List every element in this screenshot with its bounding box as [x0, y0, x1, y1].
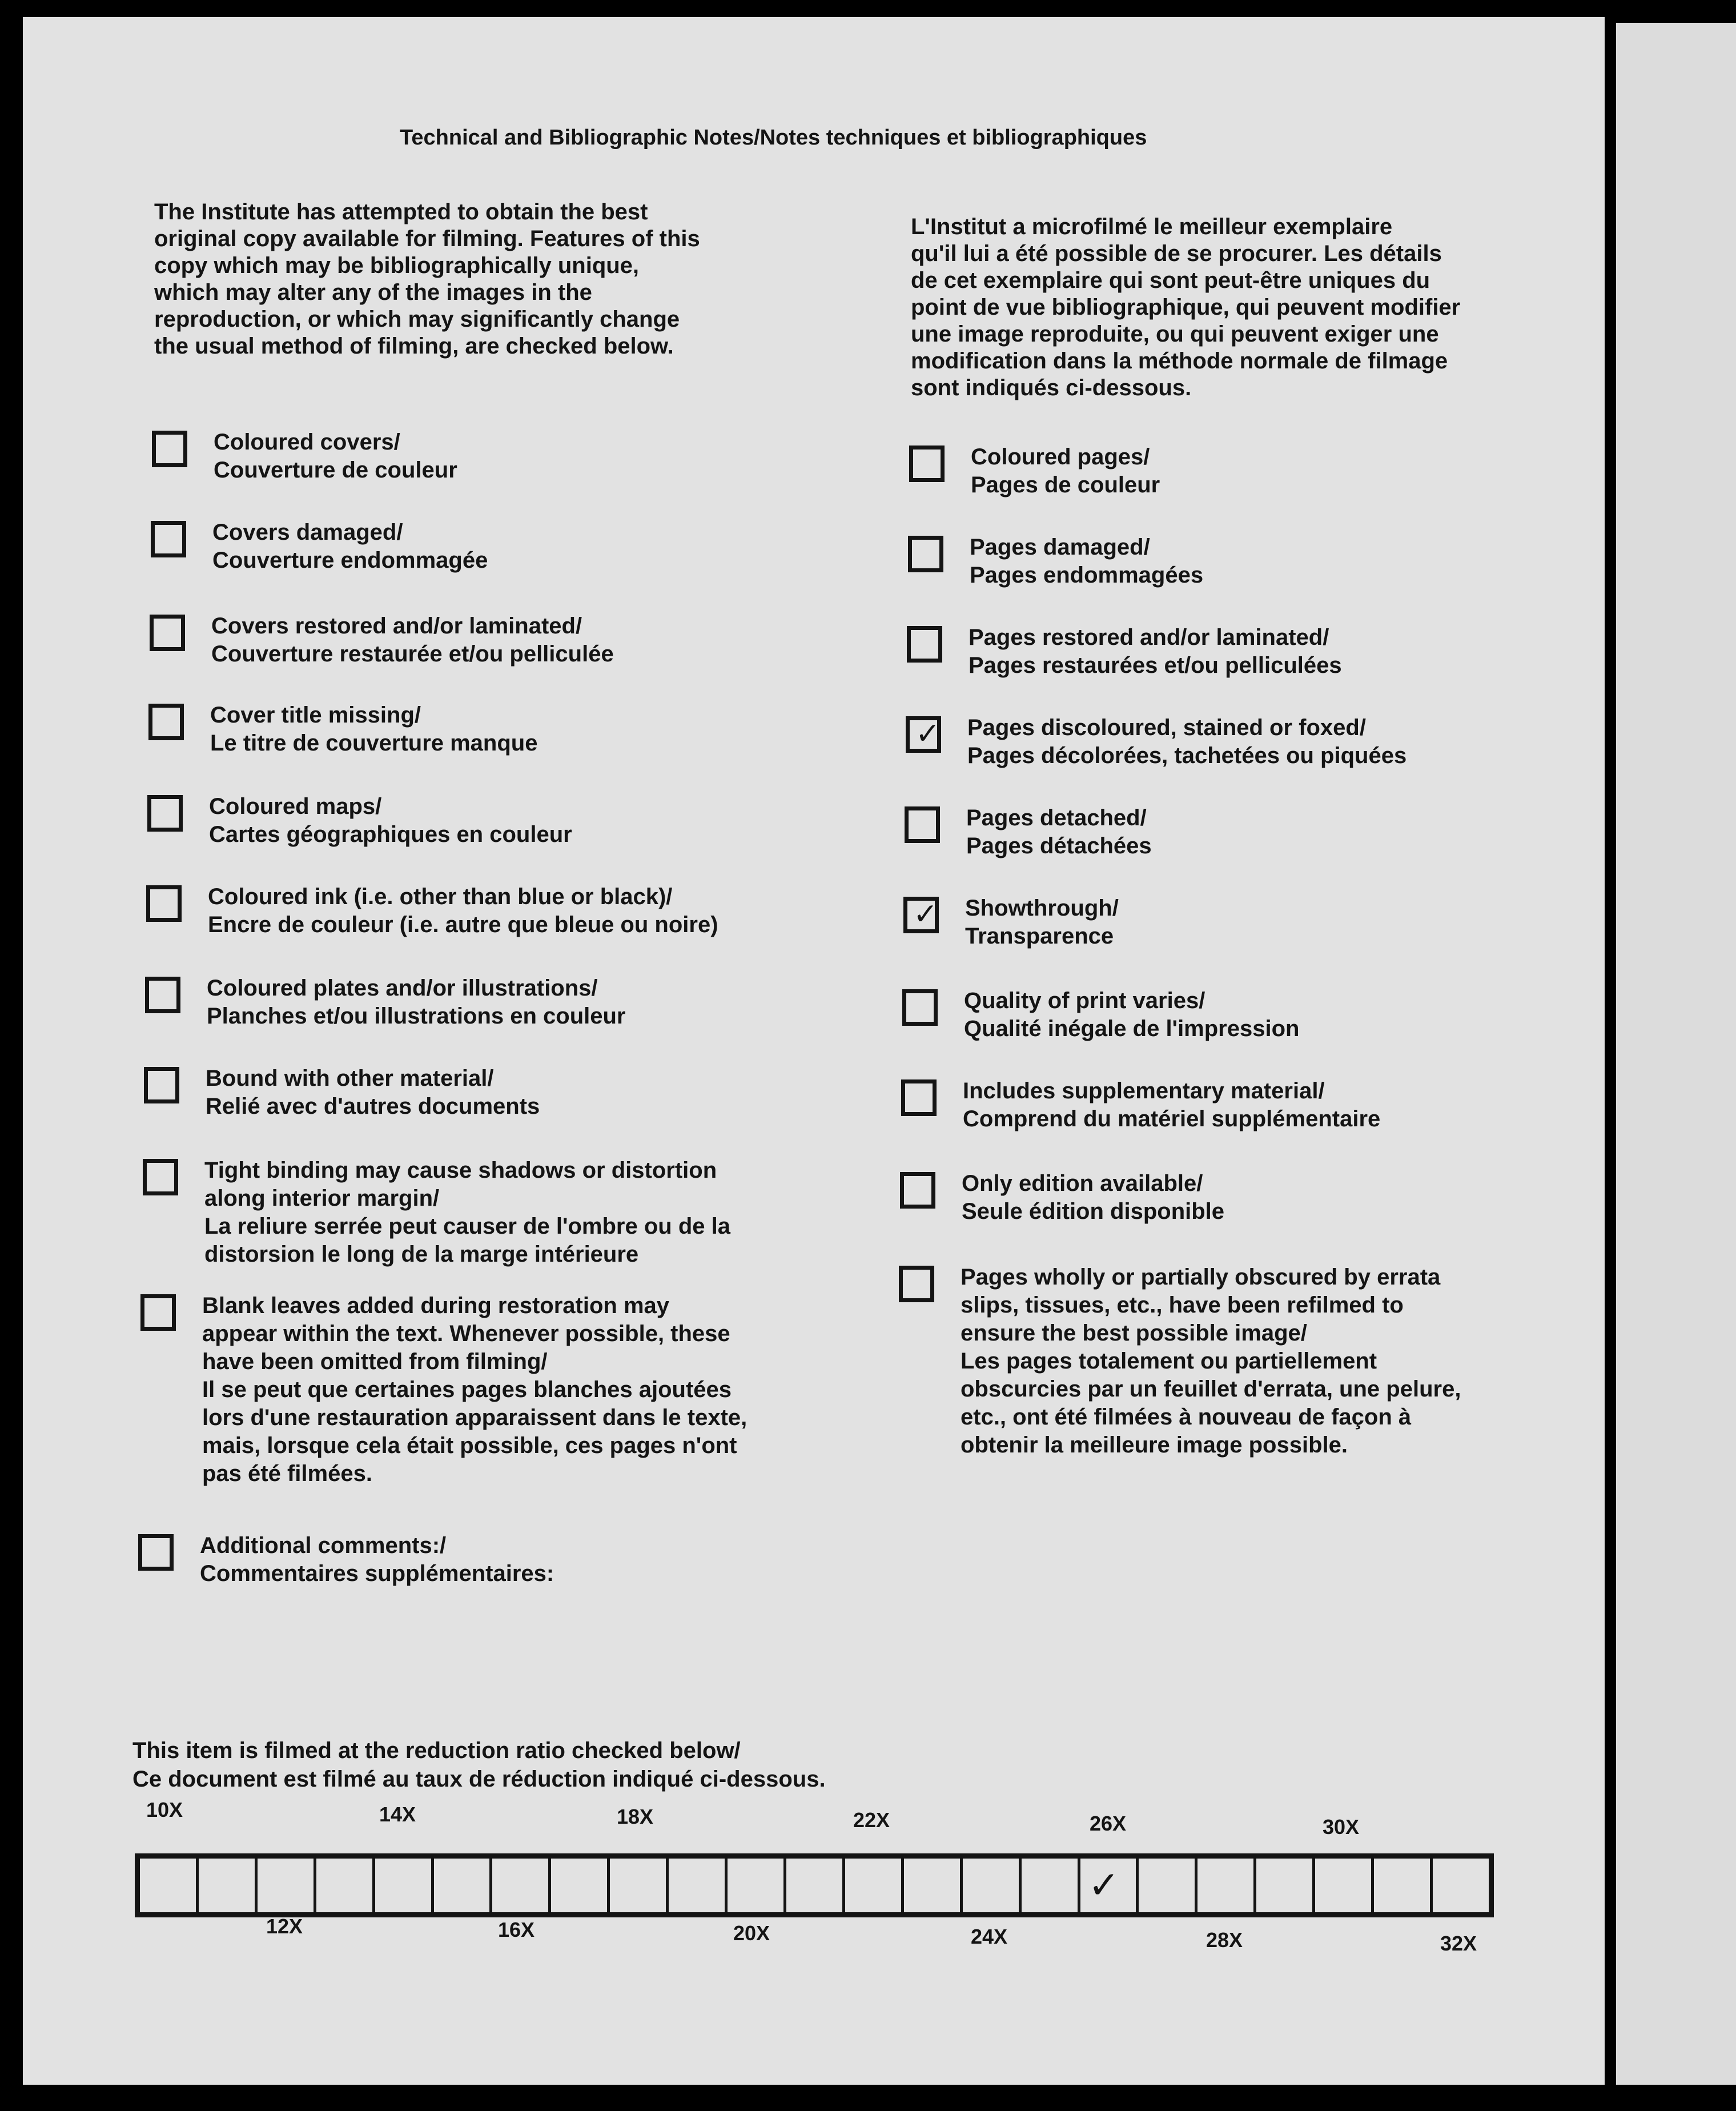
scale-label-24x: 24X [971, 1925, 1008, 1948]
checkbox[interactable] [899, 1266, 934, 1302]
scale-cell[interactable] [669, 1859, 728, 1912]
checkbox[interactable] [905, 806, 940, 843]
scale-cell[interactable] [1139, 1859, 1197, 1912]
scale-label-16x: 16X [498, 1918, 535, 1941]
checkbox[interactable] [903, 897, 939, 933]
scale-cell[interactable] [316, 1859, 375, 1912]
checkbox-label: Pages wholly or partially obscured by errata slips, tissues, etc., have been refilmed to ensure the best possible image/ Les pages totalement ou partiellement obscurcies par un feuillet d'errata, une pelure, etc., ont été filmées à nouveau de façon à obtenir la meilleure image possible. [961, 1265, 1461, 1458]
checkbox[interactable] [901, 1079, 937, 1116]
checkbox[interactable] [140, 1294, 176, 1331]
reduction-scale [135, 1853, 1494, 1917]
checkbox[interactable] [902, 989, 938, 1026]
checkbox[interactable] [147, 795, 183, 832]
checkbox-label: Coloured pages/ Pages de couleur [971, 444, 1160, 497]
scale-cell[interactable] [1022, 1859, 1080, 1912]
scale-cell[interactable] [434, 1859, 493, 1912]
scale-label-22x: 22X [853, 1808, 890, 1832]
scale-cell[interactable] [258, 1859, 316, 1912]
scale-label-26x: 26X [1090, 1812, 1127, 1835]
checkbox-label: Covers damaged/ Couverture endommagée [212, 520, 488, 573]
checkbox-label: Pages damaged/ Pages endommagées [970, 535, 1204, 588]
checkbox[interactable] [148, 704, 184, 740]
checkbox[interactable] [151, 521, 186, 557]
scale-cell[interactable] [199, 1859, 258, 1912]
checkmark-icon: ✓ [1088, 1863, 1120, 1907]
reduction-ratio-note: This item is filmed at the reduction ratio checked below/ Ce document est filmé au taux de réduction indiqué ci-dessous. [132, 1738, 826, 1792]
intro-english: The Institute has attempted to obtain the best original copy available for filming. Features of this copy which may be bibliographically unique, which may alter any of the images in the reproduction, or which may significantly change the usual method of filming, are checked below. [154, 199, 700, 359]
checkbox[interactable] [908, 536, 943, 572]
checkmark-icon: ✓ [913, 897, 938, 932]
checkbox-label: Includes supplementary material/ Comprend du matériel supplémentaire [963, 1078, 1381, 1131]
checkbox[interactable] [146, 885, 182, 922]
checkbox-label: Pages discoloured, stained or foxed/ Pages décolorées, tachetées ou piquées [967, 715, 1407, 768]
scale-label-20x: 20X [733, 1921, 770, 1945]
checkbox-label: Coloured plates and/or illustrations/ Planches et/ou illustrations en couleur [207, 976, 626, 1029]
checkbox-label: Additional comments:/ Commentaires supplémentaires: [200, 1533, 554, 1586]
scale-label-32x: 32X [1440, 1932, 1477, 1955]
checkbox[interactable] [909, 446, 945, 482]
scale-label-10x: 10X [146, 1798, 183, 1821]
checkbox-label: Covers restored and/or laminated/ Couverture restaurée et/ou pelliculée [211, 613, 614, 667]
scale-label-12x: 12X [266, 1915, 303, 1938]
scale-cell[interactable] [786, 1859, 845, 1912]
checkbox[interactable] [907, 626, 942, 663]
checkbox-label: Only edition available/ Seule édition disponible [962, 1171, 1225, 1224]
page-title: Technical and Bibliographic Notes/Notes techniques et bibliographiques [400, 126, 1147, 150]
scale-cell[interactable] [375, 1859, 434, 1912]
scale-cell[interactable] [1197, 1859, 1256, 1912]
checkbox-label: Pages restored and/or laminated/ Pages restaurées et/ou pelliculées [969, 625, 1342, 678]
scale-cell[interactable] [610, 1859, 669, 1912]
scale-cell[interactable] [728, 1859, 786, 1912]
scale-cell[interactable] [963, 1859, 1022, 1912]
scale-cell[interactable] [904, 1859, 963, 1912]
checkbox-label: Tight binding may cause shadows or distortion along interior margin/ La reliure serrée peut causer de l'ombre ou de la distorsion le long de la marge intérieure [204, 1158, 730, 1267]
checkbox[interactable] [145, 977, 180, 1013]
checkbox[interactable] [143, 1159, 178, 1195]
scale-cell[interactable] [1080, 1859, 1139, 1912]
scale-cell[interactable] [845, 1859, 904, 1912]
scale-cell[interactable] [1256, 1859, 1315, 1912]
scale-label-30x: 30X [1323, 1815, 1360, 1839]
intro-french: L'Institut a microfilmé le meilleur exemplaire qu'il lui a été possible de se procurer. Les détails de cet exemplaire qui sont peut-être uniques du point de vue bibliographique, qui peuvent modifier une image reproduite, ou qui peuvent exiger une modification dans la méthode normale de filmage sont indiqués ci-dessous. [911, 214, 1461, 400]
checkbox[interactable] [138, 1534, 174, 1571]
checkbox[interactable] [150, 615, 185, 651]
scale-label-18x: 18X [617, 1805, 654, 1828]
checkbox-label: Showthrough/ Transparence [965, 896, 1119, 949]
checkbox-label: Coloured ink (i.e. other than blue or black)/ Encre de couleur (i.e. autre que bleue ou noire) [208, 884, 718, 937]
scale-cell[interactable] [1433, 1859, 1489, 1912]
scale-label-28x: 28X [1206, 1928, 1243, 1952]
checkbox[interactable] [144, 1067, 179, 1103]
scale-cell[interactable] [1315, 1859, 1374, 1912]
checkbox-label: Pages detached/ Pages détachées [966, 805, 1152, 858]
checkbox[interactable] [906, 716, 941, 753]
checkbox-label: Blank leaves added during restoration may appear within the text. Whenever possible, these have been omitted from filming/ Il se peut que certaines pages blanches ajoutées lors d'une restauration apparaissent dans le texte, mais, lorsque cela était possible, ces pages n'ont pas été filmées. [202, 1293, 748, 1486]
scale-cell[interactable] [492, 1859, 551, 1912]
checkbox-label: Cover title missing/ Le titre de couverture manque [210, 703, 538, 756]
scale-cell[interactable] [140, 1859, 199, 1912]
scale-cell[interactable] [1374, 1859, 1433, 1912]
checkbox-label: Bound with other material/ Relié avec d'autres documents [206, 1066, 540, 1119]
scale-label-14x: 14X [379, 1803, 416, 1826]
scale-cell[interactable] [551, 1859, 610, 1912]
checkbox-label: Quality of print varies/ Qualité inégale de l'impression [964, 988, 1300, 1041]
checkbox-label: Coloured maps/ Cartes géographiques en couleur [209, 794, 572, 847]
checkmark-icon: ✓ [915, 717, 941, 751]
checkbox[interactable] [900, 1172, 935, 1209]
next-page-edge [1616, 23, 1736, 2085]
checkbox[interactable] [152, 431, 187, 467]
checkbox-label: Coloured covers/ Couverture de couleur [214, 430, 457, 483]
